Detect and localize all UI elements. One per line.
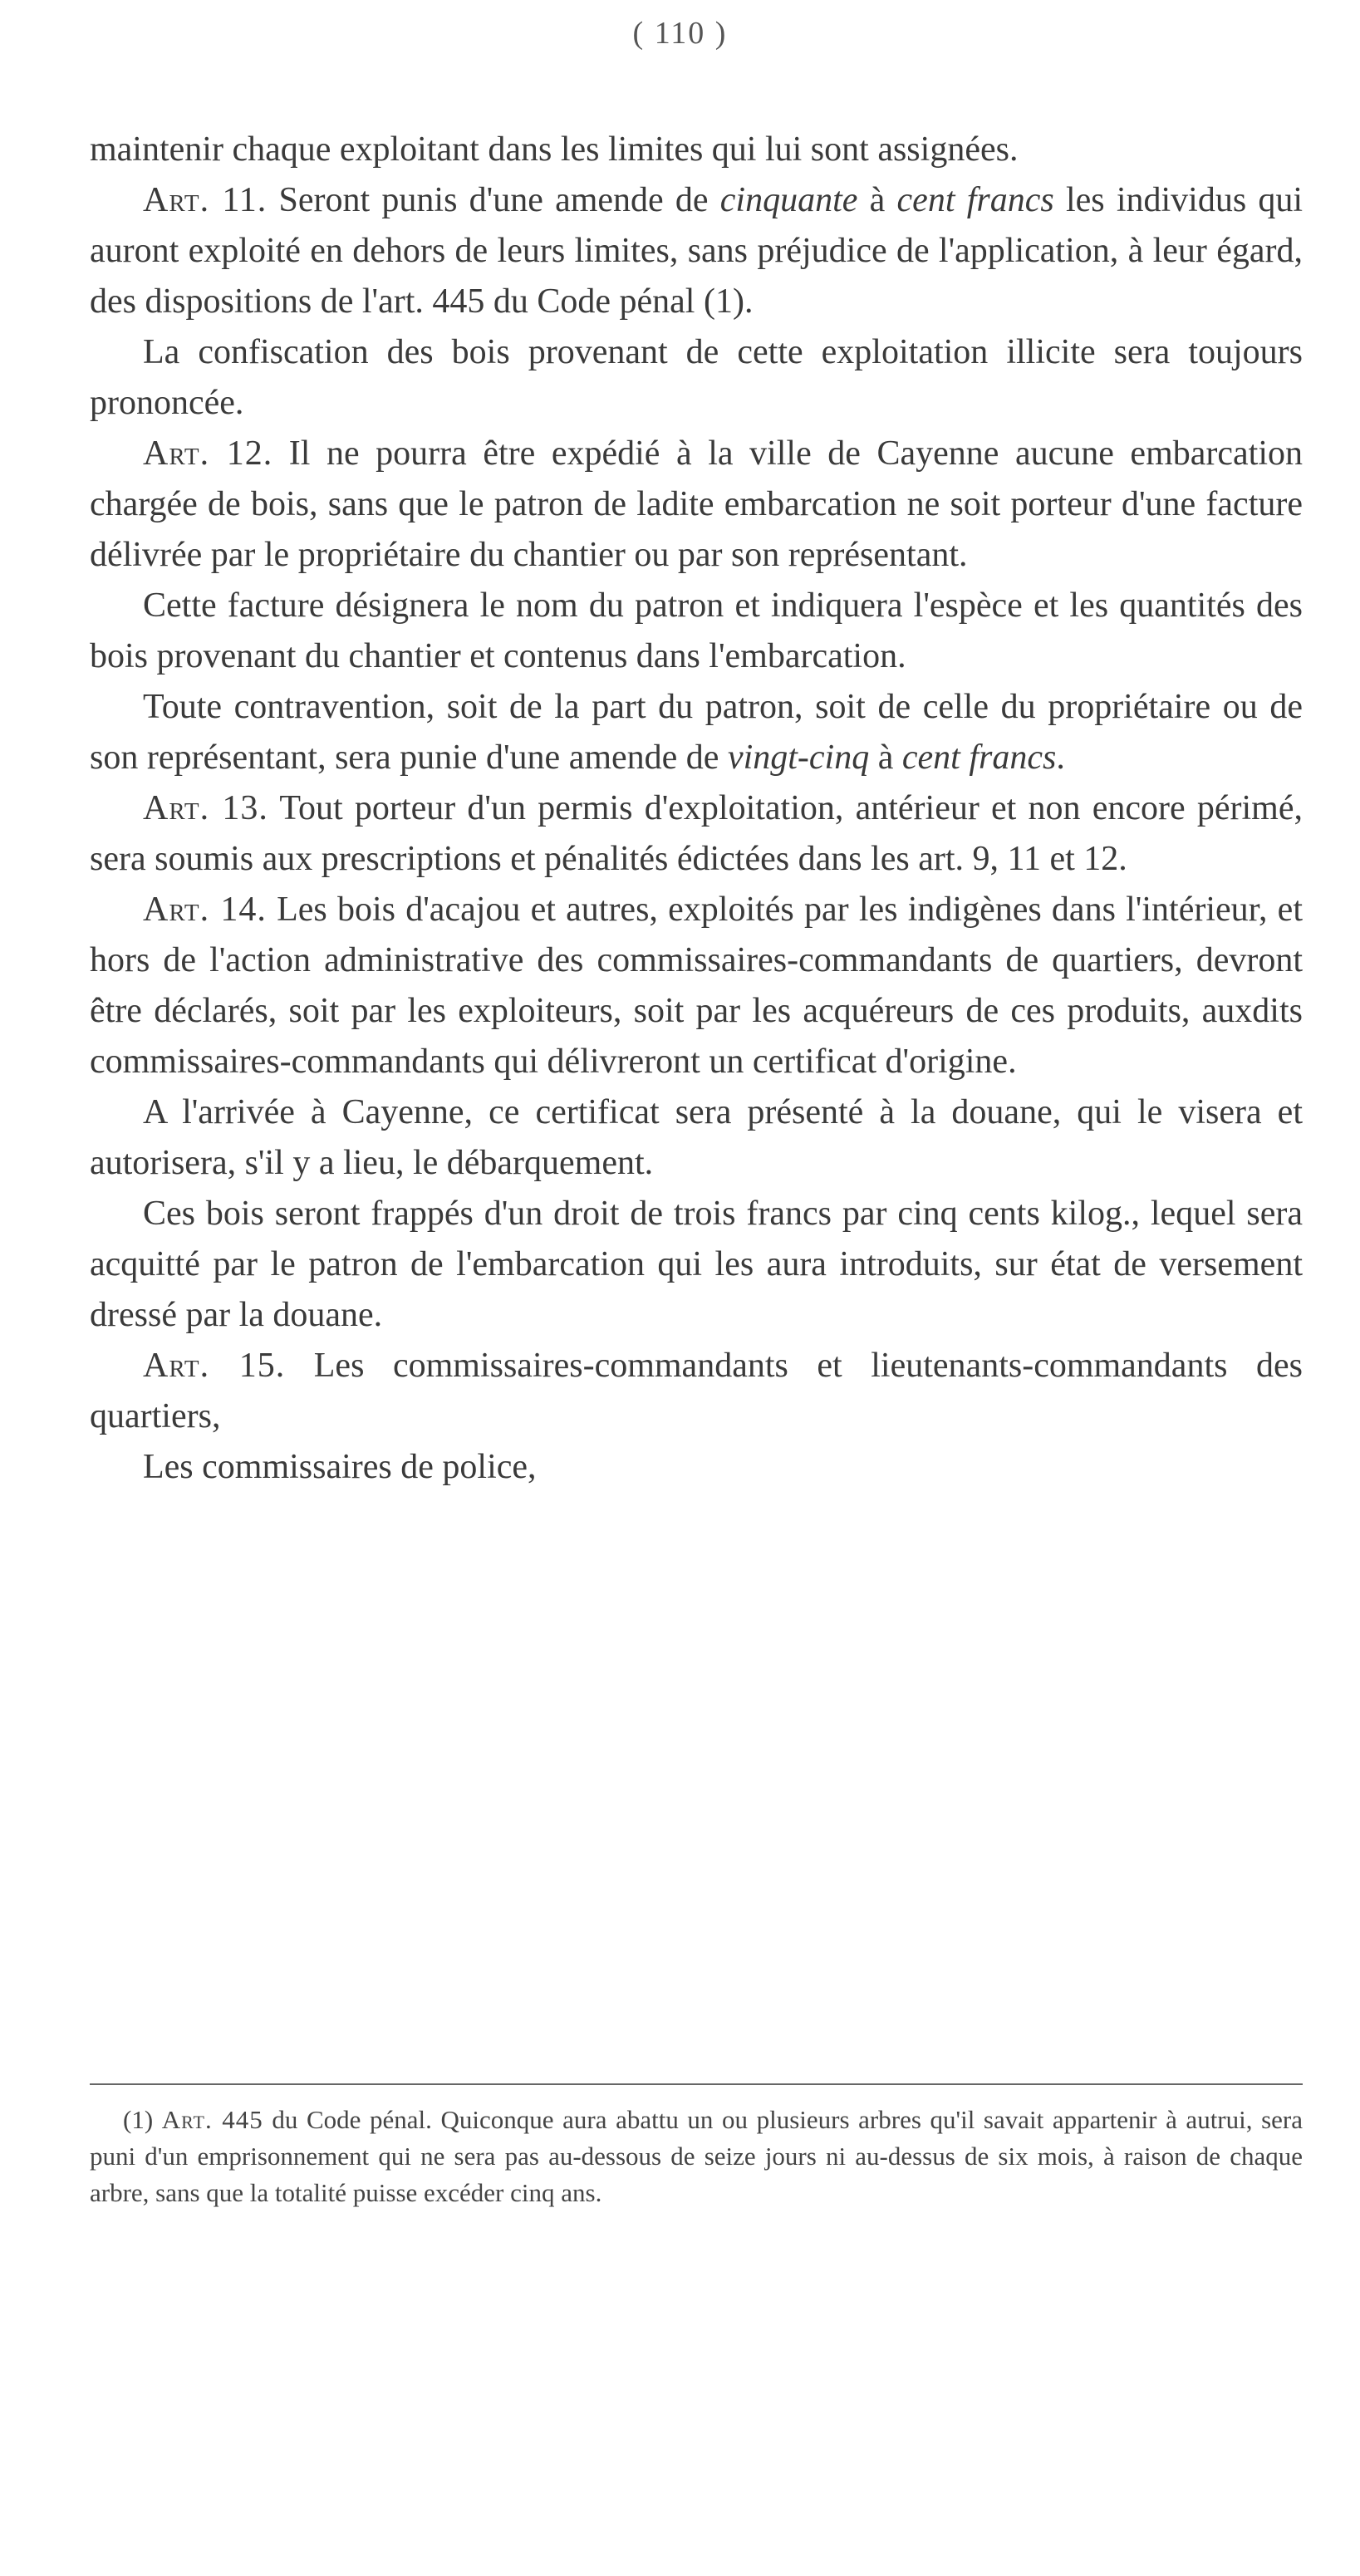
text-run: à bbox=[877, 738, 894, 777]
footnote-text bbox=[90, 2102, 1303, 2211]
text-run: Il ne pourra être expédié à la ville de Cayenne aucune embarcation chargée de bois, sans que le patron de ladite embarcation ne soit porteur d'une facture délivrée par le propriétaire du chantier ou par son représentant. bbox=[90, 434, 1303, 574]
article-label: Art. 11. bbox=[143, 181, 268, 219]
paragraph: Cette facture désignera le nom du patron et indiquera l'espèce et les quantités des bois provenant du chantier et contenus dans l'embarcation. bbox=[90, 586, 1303, 675]
text-run: Seront punis d'une amende de bbox=[278, 181, 709, 219]
emphasis: cent francs bbox=[901, 738, 1057, 777]
paragraph-art-13 bbox=[90, 783, 1303, 885]
text-run: les individus qui auront exploité en dehors de leurs limites, sans préjudice de l'application, à leur égard, des dispositions de l'art. 445 du Code pénal (1). bbox=[90, 181, 1304, 321]
paragraph-continuation: maintenir chaque exploitant dans les limites qui lui sont assignées. bbox=[90, 130, 1019, 169]
article-label: Art. 15. bbox=[143, 1347, 286, 1385]
paragraph-art-11 bbox=[90, 175, 1303, 327]
article-label: Art. 13. bbox=[143, 789, 268, 827]
page-number: ( 110 ) bbox=[632, 16, 728, 51]
paragraph-art-12 bbox=[90, 429, 1303, 581]
emphasis: cent francs bbox=[896, 181, 1054, 219]
emphasis: vingt-cinq bbox=[727, 738, 870, 777]
article-label: Art. 12. bbox=[143, 434, 273, 473]
text-run: Toute contravention, soit de la part du patron, soit de celle du propriétaire ou de son représentant, sera punie d'une amende de bbox=[90, 688, 1303, 777]
footnote-separator bbox=[90, 2083, 1303, 2085]
body-text bbox=[90, 125, 1303, 1493]
footnote-article-label: Art. 445 bbox=[161, 2105, 263, 2134]
article-label: Art. 14. bbox=[143, 891, 267, 929]
text-run: Les bois d'acajou et autres, exploités par les indigènes dans l'intérieur, et hors de l'action administrative des commissaires-commandants de quartiers, devront être déclarés, soit par les exploiteurs, soit par les acquéreurs de ces produits, auxdits commissaires-commandants qui délivreront un certificat d'origine. bbox=[90, 891, 1303, 1081]
text-run: à bbox=[869, 181, 886, 219]
text-run: . bbox=[1056, 738, 1065, 777]
paragraph bbox=[90, 682, 1303, 783]
footnote bbox=[90, 2102, 1303, 2211]
paragraph-art-15 bbox=[90, 1341, 1303, 1442]
paragraph: Ces bois seront frappés d'un droit de trois francs par cinq cents kilog., lequel sera acquitté par le patron de l'embarcation qui les aura introduits, sur état de versement dressé par la douane. bbox=[90, 1195, 1303, 1334]
paragraph-art-14 bbox=[90, 885, 1303, 1087]
paragraph: A l'arrivée à Cayenne, ce certificat sera présenté à la douane, qui le visera et autorisera, s'il y a lieu, le débarquement. bbox=[90, 1093, 1303, 1182]
footnote-body: du Code pénal. Quiconque aura abattu un ou plusieurs arbres qu'il savait appartenir à autrui, sera puni d'un emprisonnement qui ne sera pas au-dessous de seize jours ni au-dessus de six mois, à raison de chaque arbre, sans que la totalité puisse excéder cinq ans. bbox=[90, 2105, 1303, 2207]
paragraph: La confiscation des bois provenant de cette exploitation illicite sera toujours prononcée. bbox=[90, 333, 1303, 422]
footnote-marker: (1) bbox=[123, 2105, 154, 2134]
paragraph: Les commissaires de police, bbox=[143, 1448, 537, 1486]
text-run: Les commissaires-commandants et lieutenants-commandants des quartiers, bbox=[90, 1347, 1304, 1435]
text-run: Tout porteur d'un permis d'exploitation, antérieur et non encore périmé, sera soumis aux prescriptions et pénalités édictées dans les art. 9, 11 et 12. bbox=[90, 789, 1303, 878]
emphasis: cinquante bbox=[719, 181, 858, 219]
